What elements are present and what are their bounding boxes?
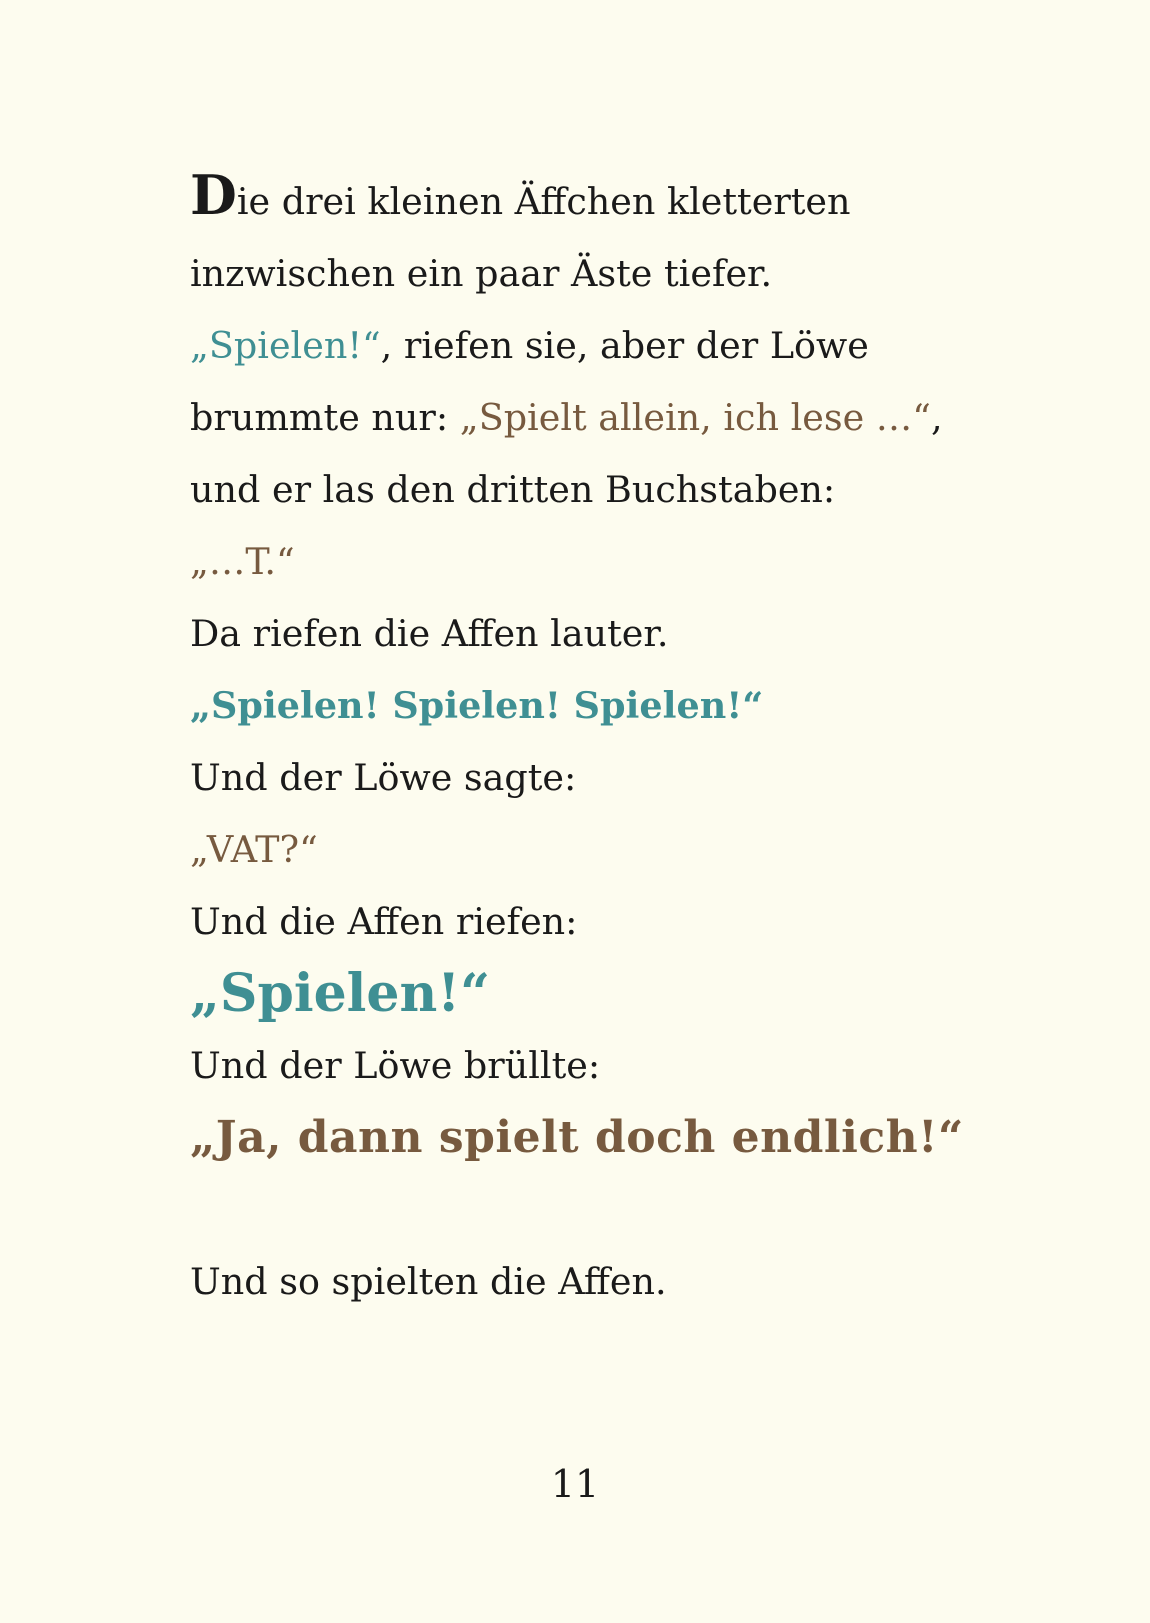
story-line-5: und er las den dritten Buchstaben:: [190, 468, 836, 511]
story-line-11: Und die Affen riefen:: [190, 900, 578, 943]
page-number: 11: [550, 1462, 600, 1506]
line-text: brummte nur:: [190, 396, 460, 439]
monkeys-quote-loud: „Spielen! Spielen! Spielen!“: [190, 684, 764, 727]
story-line-2: inzwischen ein paar Äste tiefer.: [190, 252, 773, 295]
story-line-15: Und so spielten die Affen.: [190, 1260, 667, 1303]
line-text: , riefen sie, aber der Löwe: [380, 324, 869, 367]
paragraph-gap: [190, 1174, 964, 1246]
story-line-9: Und der Löwe sagte:: [190, 756, 577, 799]
story-line-1: [190, 163, 964, 238]
monkeys-quote: „Spielen!“: [190, 324, 381, 367]
story-text: [190, 163, 964, 1318]
lion-roar-quote: „Ja, dann spielt doch endlich!“: [190, 1112, 964, 1163]
line-text: ie drei kleinen Äffchen kletterten: [236, 180, 851, 223]
lion-quote: „VAT?“: [190, 828, 318, 871]
drop-cap: D: [190, 163, 237, 227]
story-line-7: Da riefen die Affen lauter.: [190, 612, 669, 655]
lion-quote: „Spielt allein, ich lese …“: [459, 396, 931, 439]
story-line-3: [190, 310, 964, 382]
monkeys-quote-big: „Spielen!“: [190, 963, 491, 1024]
story-line-13: Und der Löwe brüllte:: [190, 1044, 601, 1087]
story-line-4: [190, 382, 964, 454]
lion-quote: „…T.“: [190, 540, 295, 583]
line-text: ,: [930, 396, 943, 439]
